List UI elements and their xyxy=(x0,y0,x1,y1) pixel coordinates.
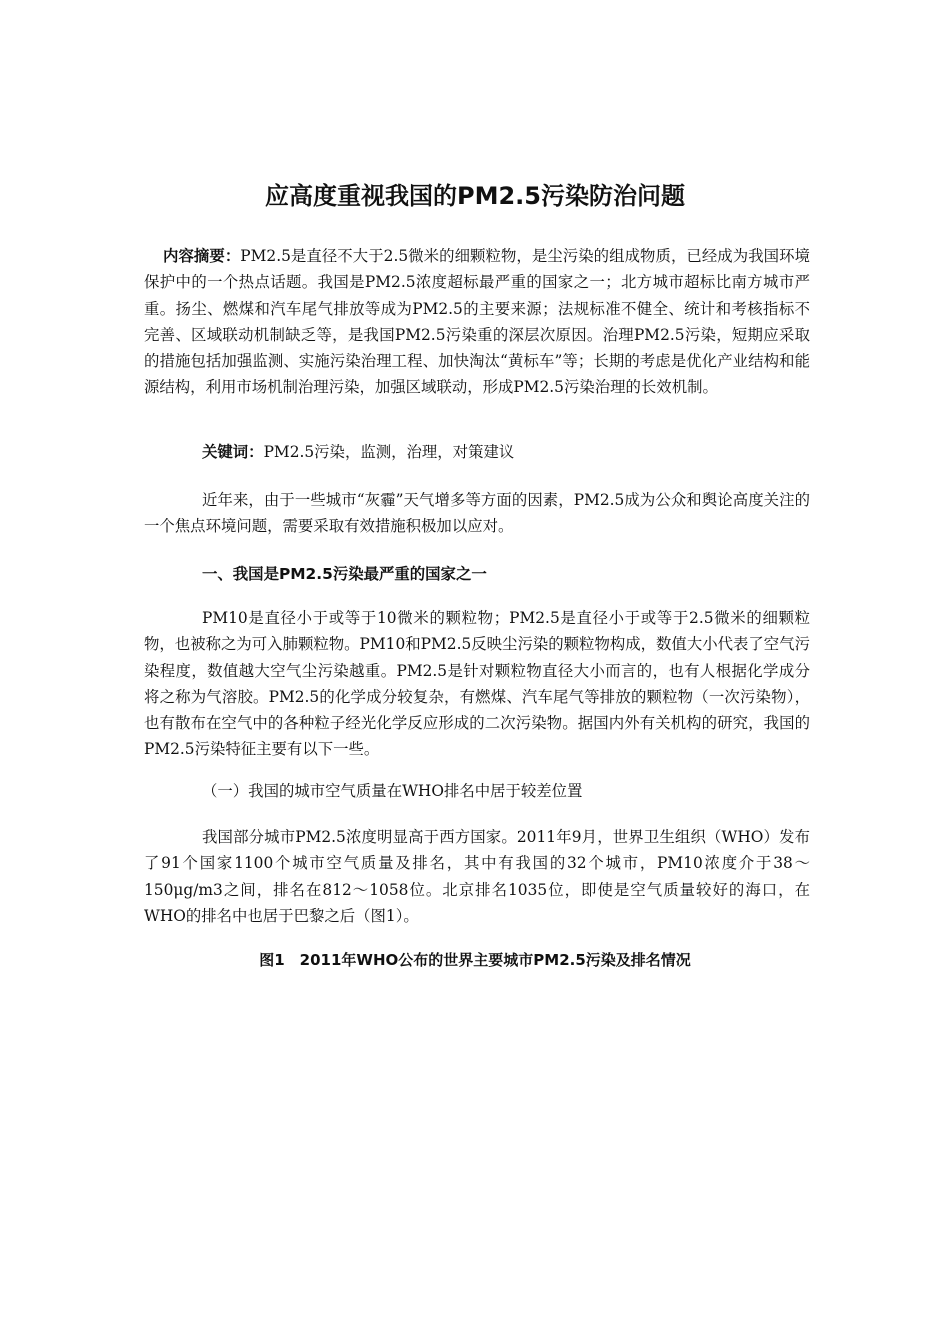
document-title: 应高度重视我国的PM2.5污染防治问题 xyxy=(265,182,685,210)
figure-caption: 图1 2011年WHO公布的世界主要城市PM2.5污染及排名情况 xyxy=(259,951,691,969)
abstract-text: PM2.5是直径不大于2.5微米的细颗粒物，是尘污染的组成物质，已经成为我国环境保护中的一个热点话题。我国是PM2.5浓度超标最严重的国家之一；北方城市超标比南方城市严重。扬尘、燃煤和汽车尾气排放等成为PM2.5的主要来源；法规标准不健全、统计和考核指标不完善、区域联动机制缺乏等，是我国PM2.5污染重的深层次原因。治理PM2.5污染，短期应采取的措施包括加强监测、实施污染治理工程、加快淘汰“黄标车”等；长期的考虑是优化产业结构和能源结构，利用市场机制治理污染，加强区域联动，形成PM2.5污染治理的长效机制。 xyxy=(144,247,810,397)
abstract-label: 内容摘要： xyxy=(163,247,241,265)
section-paragraph: PM10是直径小于或等于10微米的颗粒物；PM2.5是直径小于或等于2.5微米的细颗粒物，也被称之为可入肺颗粒物。PM10和PM2.5反映尘污染的颗粒物构成，数值大小代表了空气污染程度，数值越大空气尘污染越重。PM2.5是针对颗粒物直径大小而言的，也有人根据化学成分将之称为气溶胶。PM2.5的化学成分较复杂，有燃煤、汽车尾气等排放的颗粒物（一次污染物），也有散布在空气中的各种粒子经光化学反应形成的二次污染物。据国内外有关机构的研究，我国的PM2.5污染特征主要有以下一些。 xyxy=(144,609,810,759)
section-heading: 一、我国是PM2.5污染最严重的国家之一 xyxy=(202,565,487,583)
subsection-paragraph: 我国部分城市PM2.5浓度明显高于西方国家。2011年9月，世界卫生组织（WHO）发布了91个国家1100个城市空气质量及排名，其中有我国的32个城市，PM10浓度介于38～150μg/m3之间，排名在812～1058位。北京排名1035位，即使是空气质量较好的海口，在WHO的排名中也居于巴黎之后（图1）。 xyxy=(144,828,810,925)
keywords-text: PM2.5污染，监测，治理，对策建议 xyxy=(263,443,515,461)
keywords-paragraph xyxy=(144,439,810,465)
keywords-label: 关键词： xyxy=(202,443,264,461)
subsection-heading: （一）我国的城市空气质量在WHO排名中居于较差位置 xyxy=(202,782,583,800)
abstract-paragraph xyxy=(144,243,810,401)
intro-paragraph: 近年来，由于一些城市“灰霾”天气增多等方面的因素，PM2.5成为公众和舆论高度关注的一个焦点环境问题，需要采取有效措施积极加以应对。 xyxy=(144,491,810,536)
